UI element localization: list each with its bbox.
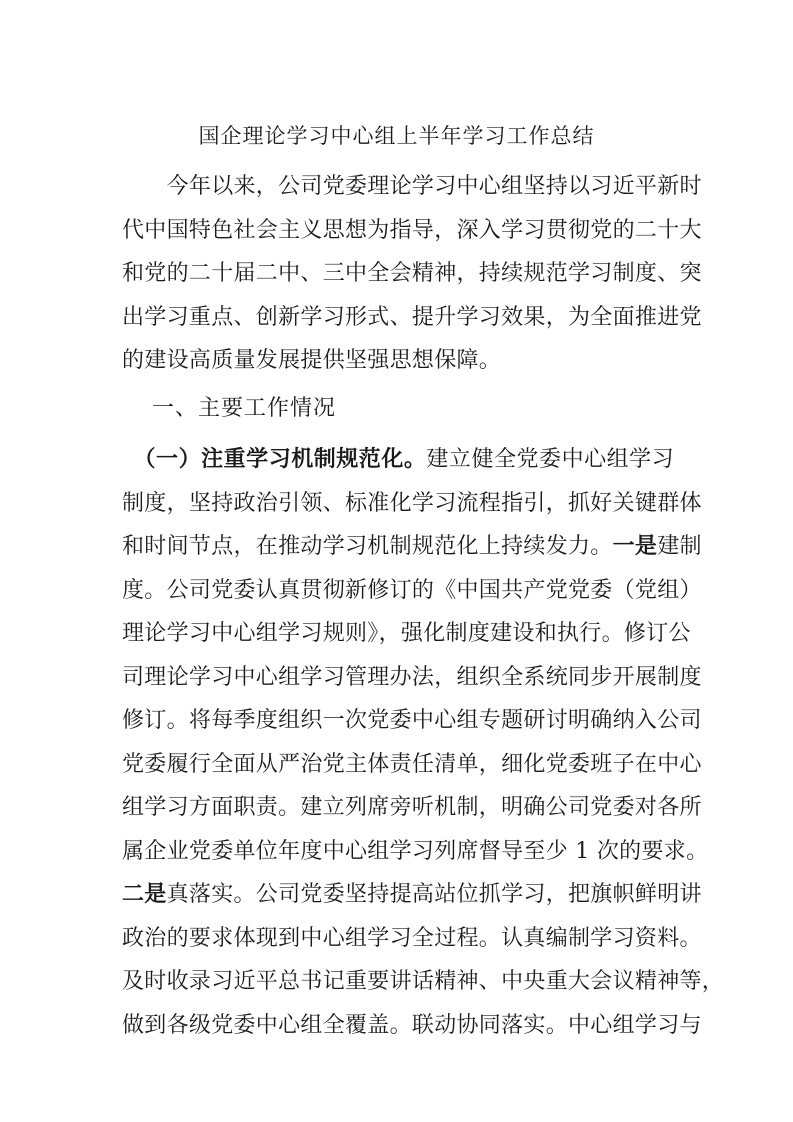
intro-paragraph	[122, 165, 702, 383]
paragraph-line	[122, 525, 702, 569]
section-heading: 一、主要工作情况	[152, 396, 337, 421]
intro-line: 代中国特色社会主义思想为指导，深入学习贯彻党的二十大	[122, 217, 702, 243]
intro-line: 出学习重点、创新学习形式、提升学习效果，为全面推进党	[122, 304, 702, 330]
paragraph-line	[122, 873, 702, 917]
paragraph-line: 属企业党委单位年度中心组学习列席督导至少 1 次的要求。	[122, 838, 709, 864]
intro-line: 的建设高质量发展提供坚强思想保障。	[122, 348, 502, 373]
paragraph-text: 建立健全党委中心组学习	[426, 447, 674, 472]
paragraph-line: 制度，坚持政治引领、标准化学习流程指引，抓好关键群体	[122, 490, 702, 516]
paragraph-line: 理论学习中心组学习规则》，强化制度建设和执行。修订公	[122, 621, 691, 646]
intro-line: 今年以来，公司党委理论学习中心组坚持以习近平新时	[122, 174, 702, 199]
paragraph-line: 政治的要求体现到中心组学习全过程。认真编制学习资料。	[122, 925, 702, 951]
section-paragraph	[122, 438, 725, 1047]
paragraph-text: 和时间节点，在推动学习机制规范化上持续发力。	[122, 534, 613, 559]
paragraph-line: 修订。将每季度组织一次党委中心组专题研讨明确纳入公司	[122, 708, 702, 733]
intro-line: 和党的二十届二中、三中全会精神，持续规范学习制度、突	[122, 261, 702, 286]
subheading-bold-lead: （一）注重学习机制规范化。	[144, 447, 427, 472]
paragraph-line: 组学习方面职责。建立列席旁听机制，明确公司党委对各所	[122, 795, 702, 820]
document-title: 国企理论学习中心组上半年学习工作总结	[198, 124, 595, 148]
paragraph-line: 党委履行全面从严治党主体责任清单，细化党委班子在中心	[122, 751, 702, 777]
paragraph-line: 做到各级党委中心组全覆盖。联动协同落实。中心组学习与	[122, 1012, 702, 1038]
bold-marker: 一是	[612, 534, 658, 559]
paragraph-line: 及时收录习近平总书记重要讲话精神、中央重大会议精神等，	[122, 969, 725, 994]
paragraph-text: 真落实。公司党委坚持提高站位抓学习，把旗帜鲜明讲	[166, 882, 702, 907]
bold-marker: 二是	[122, 882, 167, 907]
paragraph-text: 建制	[657, 534, 702, 559]
paragraph-line	[122, 438, 674, 482]
paragraph-line: 度。公司党委认真贯彻新修订的《中国共产党党委（党组）	[122, 577, 702, 603]
paragraph-line: 司理论学习中心组学习管理办法，组织全系统同步开展制度	[122, 664, 702, 690]
